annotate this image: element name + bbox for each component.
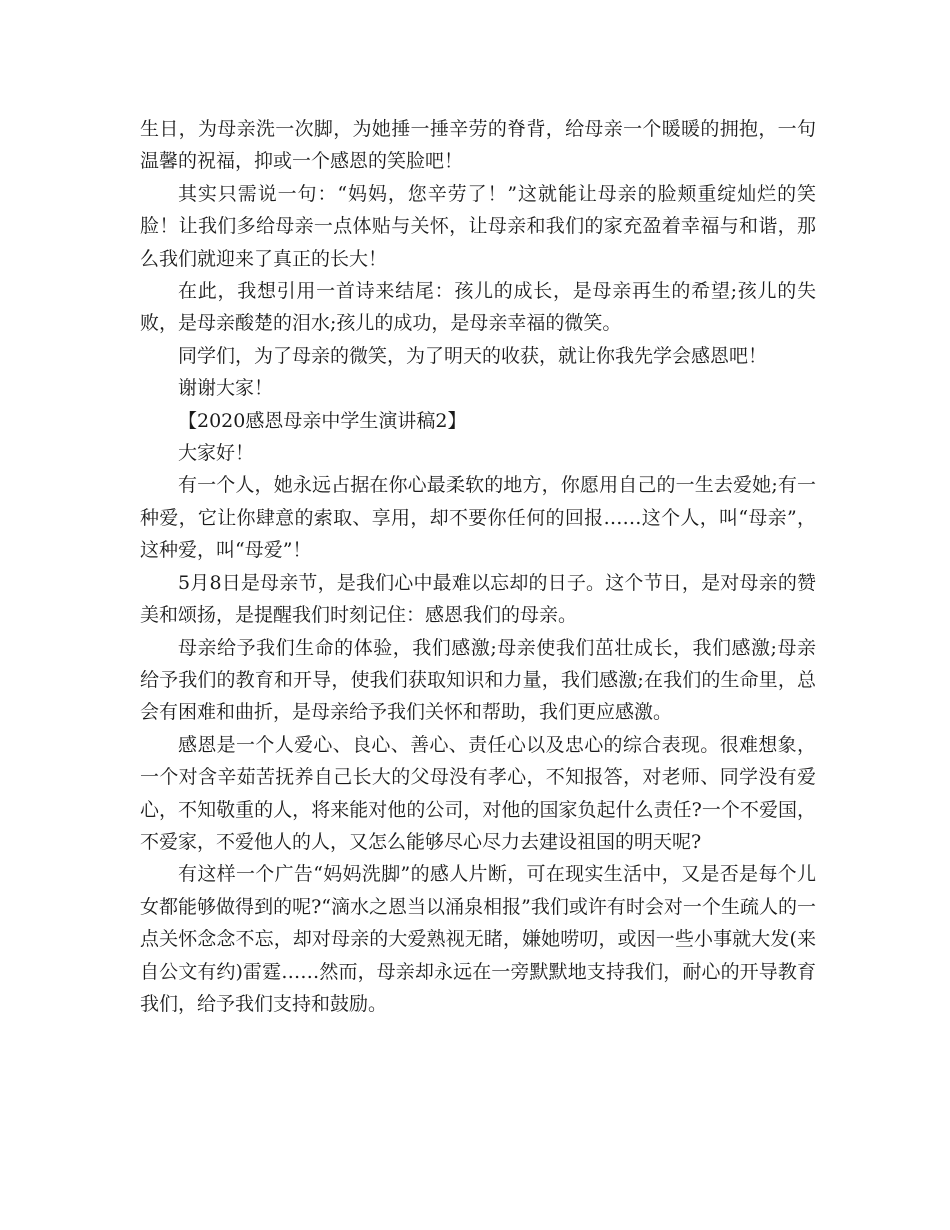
paragraph: 其实只需说一句：“妈妈，您辛劳了！”这就能让母亲的脸颊重绽灿烂的笑脸！让我们多给母亲一点体贴与关怀，让母亲和我们的家充盈着幸福与和谐，那么我们就迎来了真正的长大！	[140, 182, 816, 270]
paragraph: 有一个人，她永远占据在你心最柔软的地方，你愿用自己的一生去爱她;有一种爱，它让你肆意的索取、享用，却不要你任何的回报……这个人，叫“母亲”，这种爱，叫“母爱”！	[140, 474, 816, 562]
paragraph: 母亲给予我们生命的体验，我们感激;母亲使我们茁壮成长，我们感激;母亲给予我们的教育和开导，使我们获取知识和力量，我们感激;在我们的生命里，总会有困难和曲折，是母亲给予我们关怀和帮助，我们更应感激。	[140, 636, 816, 724]
section-heading: 【2020感恩母亲中学生演讲稿2】	[178, 409, 467, 432]
paragraph-continued: 生日，为母亲洗一次脚，为她捶一捶辛劳的脊背，给母亲一个暖暖的拥抱，一句温馨的祝福，抑或一个感恩的笑脸吧！	[140, 118, 816, 173]
paragraph: 在此，我想引用一首诗来结尾：孩儿的成长，是母亲再生的希望;孩儿的失败，是母亲酸楚的泪水;孩儿的成功，是母亲幸福的微笑。	[140, 280, 816, 335]
paragraph-greeting: 大家好！	[178, 442, 255, 465]
paragraph: 有这样一个广告“妈妈洗脚”的感人片断，可在现实生活中，又是否是每个儿女都能够做得到的呢?“滴水之恩当以涌泉相报”我们或许有时会对一个生疏人的一点关怀念念不忘，却对母亲的大爱熟视无睹，嫌她唠叨，或因一些小事就大发(来自公文有约)雷霆……然而，母亲却永远在一旁默默地支持我们，耐心的开导教育我们，给予我们支持和鼓励。	[140, 863, 816, 1015]
paragraph: 5月8日是母亲节，是我们心中最难以忘却的日子。这个节日，是对母亲的赞美和颂扬，是提醒我们时刻记住：感恩我们的母亲。	[140, 571, 816, 627]
document-body	[140, 113, 816, 1020]
paragraph: 感恩是一个人爱心、良心、善心、责任心以及忠心的综合表现。很难想象，一个对含辛茹苦抚养自己长大的父母没有孝心，不知报答，对老师、同学没有爱心，不知敬重的人，将来能对他的公司，对他的国家负起什么责任?一个不爱国，不爱家，不爱他人的人，又怎么能够尽心尽力去建设祖国的明天呢?	[140, 733, 816, 853]
paragraph: 同学们，为了母亲的微笑，为了明天的收获，就让你我先学会感恩吧！	[178, 344, 768, 367]
paragraph-closing: 谢谢大家！	[178, 377, 274, 400]
